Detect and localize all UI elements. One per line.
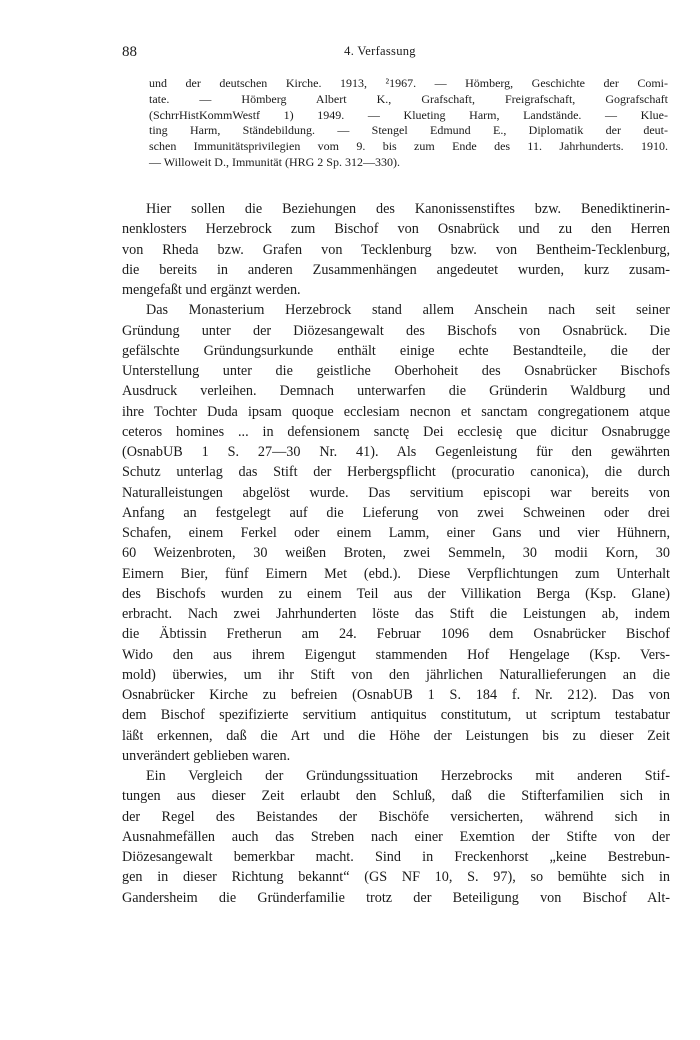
text-line: Gründung unter der Diözesangewalt des Bischofs von Osnabrück. Die — [122, 322, 670, 339]
page-number: 88 — [122, 44, 137, 60]
paragraph-1 — [122, 199, 670, 300]
body-text — [122, 199, 670, 908]
text-line: erbracht. Nach zwei Jahrhunderten löste das Stift die Leistungen ab, indem — [122, 606, 670, 622]
bibliography-block — [149, 76, 668, 171]
bibliography-line: tate. — Hömberg Albert K., Grafschaft, Freigrafschaft, Gografschaft — [149, 91, 668, 106]
text-line: Gandersheim die Gründerfamilie trotz der Beteiligung von Bischof Alt- — [122, 889, 670, 906]
text-line: gefälschte Gründungsurkunde enthält einige echte Bestandteile, die der — [122, 342, 670, 359]
text-line: Diözesangewalt bemerkbar macht. Sind in Freckenhorst „keine Bestrebun- — [122, 849, 670, 865]
paragraph-2 — [122, 300, 670, 766]
text-line: ihre Tochter Duda ipsam quoque ecclesiam necnon et sanctam congregationem atque — [122, 403, 670, 420]
text-line: Anfang an festgelegt auf die Lieferung von zwei Schweinen oder drei — [122, 504, 670, 521]
text-line: Ein Vergleich der Gründungssituation Herzebrocks mit anderen Stif- — [146, 768, 670, 784]
bibliography-line: — Willoweit D., Immunität (HRG 2 Sp. 312—330). — [149, 154, 400, 169]
text-line: mold) überwies, um ihr Stift von den jährlichen Naturallieferungen an die — [122, 666, 670, 683]
text-line: des Bischofs wurden zu einem Teil aus der Villikation Berga (Ksp. Glane) — [122, 585, 670, 602]
text-line: Das Monasterium Herzebrock stand allem Anschein nach seit seiner — [146, 302, 670, 319]
text-line: Eimern Bier, fünf Eimern Met (ebd.). Diese Verpflichtungen zum Unterhalt — [122, 565, 670, 582]
paragraph-3 — [122, 766, 670, 908]
text-line: Naturalleistungen abgelöst wurde. Das servitium episcopi war bereits von — [122, 484, 670, 501]
text-line: nenklosters Herzebrock zum Bischof von Osnabrück und zu den Herren — [122, 221, 670, 238]
text-line: Osnabrücker Kirche zu befreien (OsnabUB 1 S. 184 f. Nr. 212). Das von — [122, 687, 670, 703]
bibliography-line: schen Immunitätsprivilegien vom 9. bis zum Ende des 11. Jahrhunderts. 1910. — [149, 139, 668, 154]
text-line: Hier sollen die Beziehungen des Kanonissenstiftes bzw. Benediktinerin- — [146, 201, 670, 217]
text-line: Wido den aus ihrem Eigengut stammenden Hof Hengelage (Ksp. Vers- — [122, 646, 670, 663]
text-line: dem Bischof spezifizierte servitium antiquitus constitutum, ut scriptum testabatur — [122, 707, 670, 724]
text-line: unverändert geblieben waren. — [122, 747, 291, 764]
text-line: der Regel des Beistandes der Bischöfe versicherten, während sich in — [122, 808, 670, 825]
text-line: Ausdruck verleihen. Demnach unterwarfen die Gründerin Waldburg und — [122, 383, 670, 400]
text-line: Unterstellung unter die geistliche Oberhoheit des Osnabrücker Bischofs — [122, 363, 670, 379]
running-head: 4. Verfassung — [344, 44, 416, 58]
text-line: Schutz unterlag das Stift der Herbergspflicht (procuratio canonica), die durch — [122, 464, 670, 481]
text-line: mengefaßt und ergänzt werden. — [122, 282, 301, 298]
bibliography-line: (SchrrHistKommWestf 1) 1949. — Klueting Harm, Landstände. — Klue- — [149, 107, 668, 122]
text-line: die bereits in anderen Zusammenhängen angedeutet wurden, kurz zusam- — [122, 261, 670, 278]
text-line: Ausnahmefällen auch das Streben nach einer Exemtion der Stifte von der — [122, 828, 670, 845]
text-line: (OsnabUB 1 S. 27—30 Nr. 41). Als Gegenleistung für den gewährten — [122, 444, 670, 460]
text-line: 60 Weizenbroten, 30 weißen Broten, zwei Semmeln, 30 modii Korn, 30 — [122, 545, 670, 562]
text-line: ceteros homines ... in defensionem sanctę Dei ecclesię que dicitur Osnabrugge — [122, 423, 670, 440]
text-line: tungen aus dieser Zeit erlaubt den Schluß, daß die Stifterfamilien sich in — [122, 788, 670, 805]
text-line: von Rheda bzw. Grafen von Tecklenburg bzw. von Bentheim-Tecklenburg, — [122, 241, 670, 258]
text-line: Schafen, einem Ferkel oder einem Lamm, einer Gans und vier Hühnern, — [122, 525, 670, 541]
bibliography-line: ting Harm, Ständebildung. — Stengel Edmund E., Diplomatik der deut- — [149, 123, 668, 138]
text-line: die Äbtissin Fretherun am 24. Februar 1096 dem Osnabrücker Bischof — [122, 626, 670, 643]
text-line: läßt erkennen, daß die Art und die Höhe der Leistungen bis zu dieser Zeit — [122, 727, 670, 744]
text-line: gen in dieser Richtung bekannt“ (GS NF 10, S. 97), so bemühte sich in — [122, 869, 670, 886]
bibliography-line: und der deutschen Kirche. 1913, ²1967. — Hömberg, Geschichte der Comi- — [149, 76, 668, 90]
